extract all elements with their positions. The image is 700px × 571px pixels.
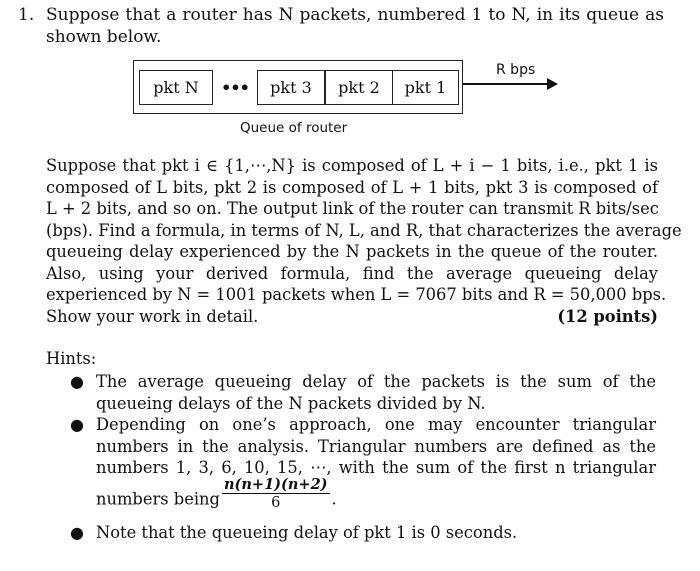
paragraph-line: queueing delay experienced by the N packets in the queue of the router.: [46, 242, 658, 261]
hint-2-line: Depending on one’s approach, one may encounter triangular: [96, 415, 656, 434]
output-link-line: [463, 83, 549, 85]
question-line-1: Suppose that a router has N packets, numbered 1 to N, in its queue as: [46, 5, 664, 25]
hint-2-formula-line: numbers being $\frac{n(n+1)(n+2)}{6}$ .: [96, 476, 337, 511]
bullet-icon: ●: [70, 372, 84, 391]
hint-2: [96, 414, 656, 479]
hint-2-tail: numbers being: [96, 489, 220, 509]
hint-2-line: numbers in the analysis. Triangular numbers are defined as the: [96, 436, 656, 456]
problem-paragraph: [46, 155, 682, 327]
hint-3: [96, 522, 656, 544]
bullet-icon: ●: [70, 415, 84, 434]
triangular-sum-fraction: [222, 476, 330, 512]
arrow-right-icon: [547, 78, 558, 90]
router-queue: [139, 70, 459, 105]
hints-title: Hints:: [46, 349, 97, 368]
hint-1-line: queueing delays of the N packets divided by N.: [96, 393, 486, 413]
ellipsis-dots: •••: [221, 78, 249, 97]
fraction-numerator: n(n+1)(n+2): [223, 476, 328, 493]
bullet-icon: ●: [70, 523, 84, 542]
paragraph-line: (bps). Find a formula, in terms of N, L, and R, that characterizes the average: [46, 220, 682, 240]
packet-n: pkt N: [139, 70, 213, 105]
paragraph-line: [46, 306, 658, 328]
paragraph-line: Suppose that pkt i ∈ {1,⋯,N} is composed of L + i − 1 bits, i.e., pkt 1 is: [46, 156, 658, 175]
packet-3: pkt 3: [257, 70, 325, 105]
hint-3-line: Note that the queueing delay of pkt 1 is 0 seconds.: [96, 523, 518, 542]
paragraph-line: L + 2 bits, and so on. The output link of the router can transmit R bits/sec: [46, 199, 659, 218]
paragraph-last-line: Show your work in detail.: [46, 306, 259, 326]
question-line-2: shown below.: [46, 27, 162, 47]
question-number: 1.: [18, 5, 35, 25]
paragraph-line: composed of L bits, pkt 2 is composed of L + 1 bits, pkt 3 is composed of: [46, 177, 658, 197]
points-label: (12 points): [557, 306, 658, 326]
question-header: [18, 4, 664, 48]
fraction-denominator: 6: [271, 495, 281, 511]
rate-label: R bps: [496, 62, 536, 78]
packet-1: pkt 1: [393, 70, 459, 105]
hint-1: [96, 371, 656, 414]
paragraph-line: experienced by N = 1001 packets when L = 7067 bits and R = 50,000 bps.: [46, 285, 667, 304]
packet-2: pkt 2: [325, 70, 393, 105]
hint-2-line: numbers 1, 3, 6, 10, 15, ⋯, with the sum of the first n triangular: [96, 458, 656, 477]
paragraph-line: Also, using your derived formula, find the average queueing delay: [46, 263, 658, 283]
hint-1-line: The average queueing delay of the packets is the sum of the: [96, 372, 656, 391]
figure-caption: Queue of router: [240, 120, 348, 136]
